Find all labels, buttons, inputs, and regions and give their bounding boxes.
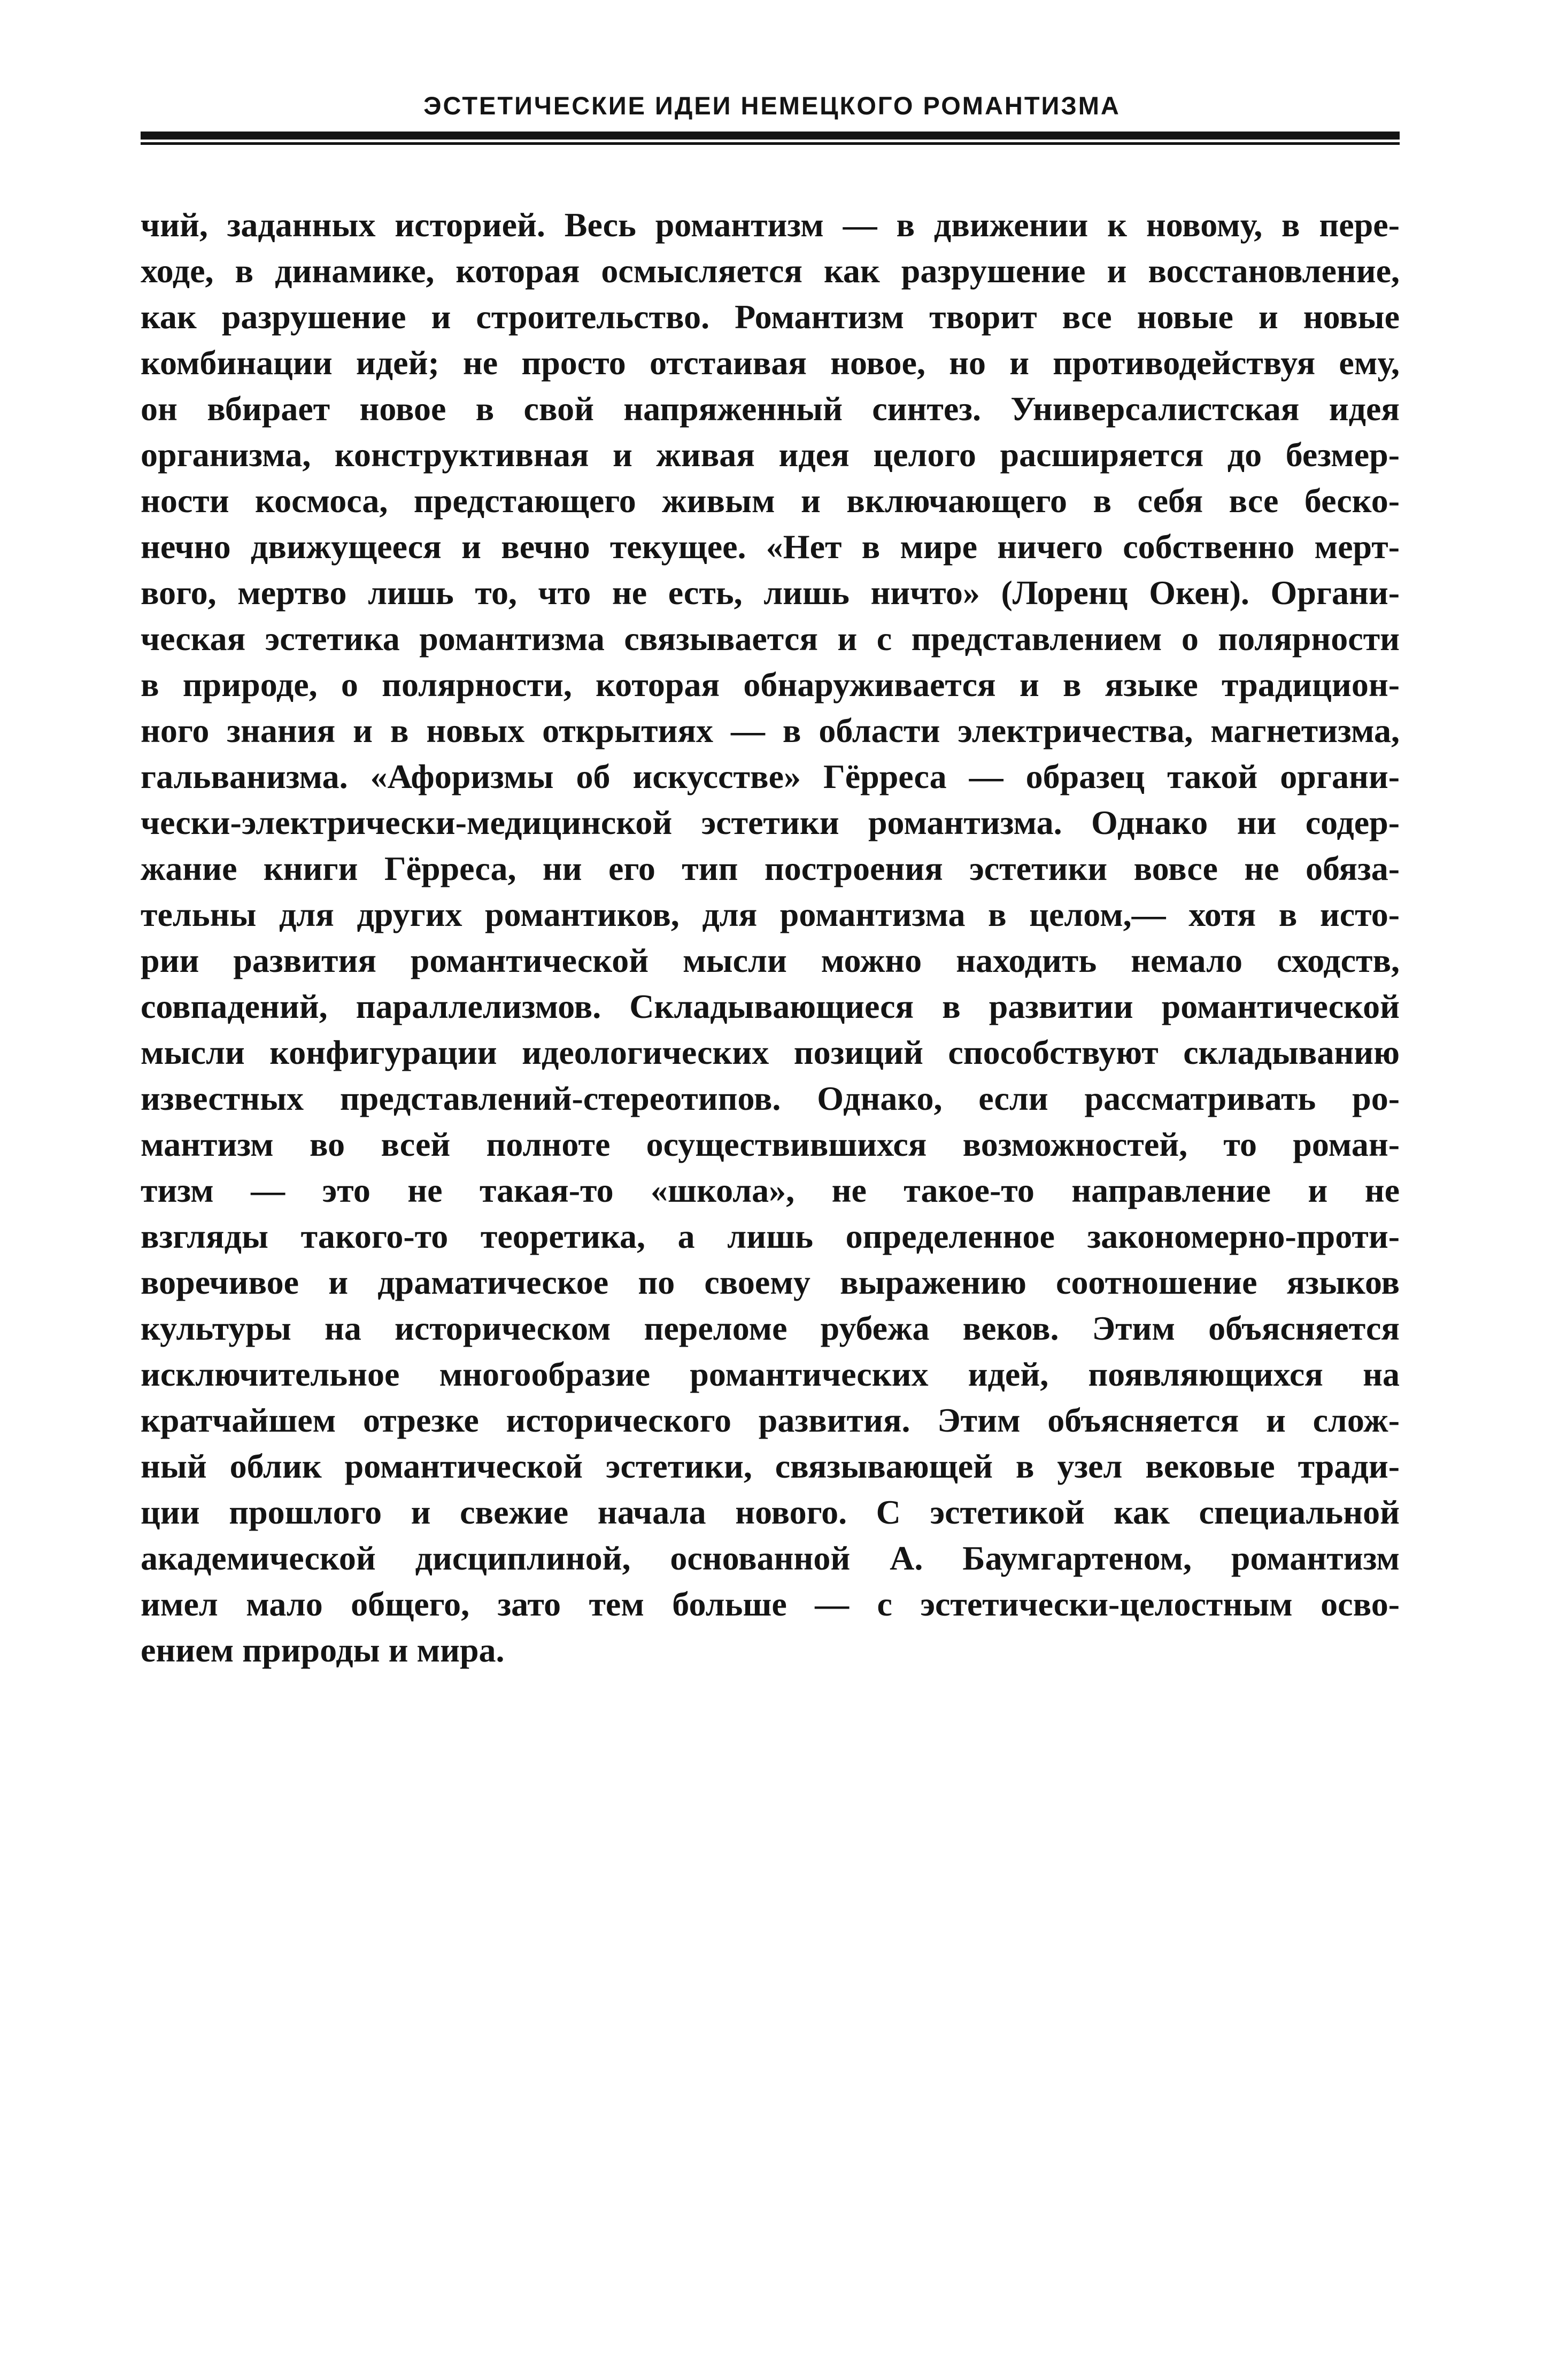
text-line: взгляды такого-то теоретика, а лишь определенное закономерно-проти- <box>141 1217 1400 1255</box>
text-line: известных представлений-стереотипов. Однако, если рассматривать ро- <box>141 1079 1400 1117</box>
text-line: ходе, в динамике, которая осмысляется как разрушение и восстановление, <box>141 252 1400 290</box>
text-line: ный облик романтической эстетики, связывающей в узел вековые тради- <box>141 1447 1400 1485</box>
text-line: нечно движущееся и вечно текущее. «Нет в мире ничего собственно мерт- <box>141 528 1400 566</box>
text-line: имел мало общего, зато тем больше — с эстетически-целостным осво- <box>141 1585 1400 1623</box>
text-line: чий, заданных историей. Весь романтизм — в движении к новому, в пере- <box>141 206 1400 244</box>
text-line: ности космоса, предстающего живым и включающего в себя все беско- <box>141 482 1400 520</box>
text-line: тельны для других романтиков, для романтизма в целом,— хотя в исто- <box>141 895 1400 933</box>
text-line: чески-электрически-медицинской эстетики романтизма. Однако ни содер- <box>141 803 1400 841</box>
text-line: как разрушение и строительство. Романтизм творит все новые и новые <box>141 298 1400 336</box>
text-line: тизм — это не такая-то «школа», не такое-то направление и не <box>141 1171 1400 1209</box>
header-rule-thin <box>141 142 1400 145</box>
text-line: исключительное многообразие романтических идей, появляющихся на <box>141 1355 1400 1393</box>
text-line: ного знания и в новых открытиях — в области электричества, магнетизма, <box>141 712 1400 749</box>
text-line: в природе, о полярности, которая обнаруживается и в языке традицион- <box>141 666 1400 704</box>
text-line: ции прошлого и свежие начала нового. С эстетикой как специальной <box>141 1493 1400 1531</box>
text-line-last: ением природы и мира. <box>141 1631 505 1669</box>
text-line: культуры на историческом переломе рубежа веков. Этим объясняется <box>141 1309 1400 1347</box>
running-title: ЭСТЕТИЧЕСКИЕ ИДЕИ НЕМЕЦКОГО РОМАНТИЗМА <box>423 91 1121 120</box>
body-text <box>141 202 1400 1673</box>
text-line: комбинации идей; не просто отстаивая новое, но и противодействуя ему, <box>141 344 1400 382</box>
text-line: мантизм во всей полноте осуществившихся возможностей, то роман- <box>141 1125 1400 1163</box>
text-line: гальванизма. «Афоризмы об искусстве» Гёрреса — образец такой органи- <box>141 758 1400 795</box>
text-line: ческая эстетика романтизма связывается и с представлением о полярности <box>141 620 1400 658</box>
text-line: кратчайшем отрезке исторического развития. Этим объясняется и слож- <box>141 1401 1400 1439</box>
text-line: мысли конфигурации идеологических позиций способствуют складыванию <box>141 1033 1400 1071</box>
text-line: рии развития романтической мысли можно находить немало сходств, <box>141 941 1400 979</box>
text-line: воречивое и драматическое по своему выражению соотношение языков <box>141 1263 1400 1301</box>
text-line: организма, конструктивная и живая идея целого расширяется до безмер- <box>141 436 1400 474</box>
text-line: академической дисциплиной, основанной А. Баумгартеном, романтизм <box>141 1539 1400 1577</box>
text-line: вого, мертво лишь то, что не есть, лишь ничто» (Лоренц Окен). Органи- <box>141 574 1400 612</box>
text-line: жание книги Гёрреса, ни его тип построения эстетики вовсе не обяза- <box>141 849 1400 887</box>
header-rule-thick <box>141 132 1400 140</box>
text-line: совпадений, параллелизмов. Складывающиеся в развитии романтической <box>141 987 1400 1025</box>
text-line: он вбирает новое в свой напряженный синтез. Универсалистская идея <box>141 390 1400 428</box>
